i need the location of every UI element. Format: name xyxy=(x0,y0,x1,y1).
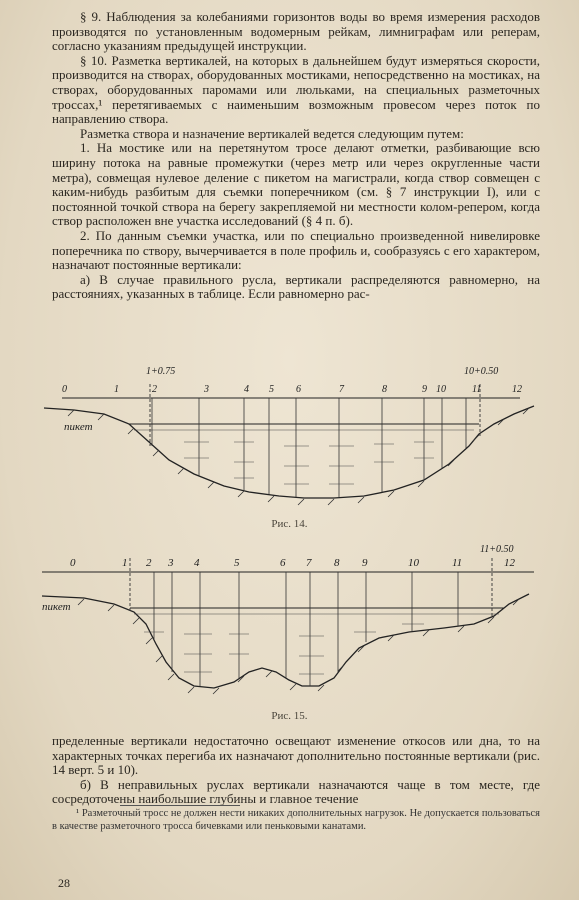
fig14-mark-8: 8 xyxy=(382,384,387,395)
paragraph-procedure-intro: Разметка створа и назначение вертикалей ведется следующим путем: xyxy=(80,125,464,141)
paragraph-10: § 10. Разметка вертикалей, на которых в дальнейшем будут измеряться скорости, производится на створах, оборудованных мостиками, непосредственно на мостиках, на створах, оборудованных паромами или люльками, на специальных разметочных троссах,¹ перетягиваемых с наименьшим возможным провесом через поток по направлению створа. xyxy=(52,52,540,127)
fig15-mark-12: 12 xyxy=(504,557,515,569)
fig15-mark-4: 4 xyxy=(194,557,200,569)
page-number: 28 xyxy=(58,876,70,890)
fig15-mark-11: 11 xyxy=(452,557,463,569)
fig15-mark-1: 1 xyxy=(122,557,128,569)
fig15-mark-3: 3 xyxy=(168,557,174,569)
paragraph-9: § 9. Наблюдения за колебаниями горизонтов воды во время измерения расходов производятся по установленным водомерным рейкам, лимниграфам или реперам, согласно указаниям предыдущей инструкции. xyxy=(52,9,540,54)
footnote-text: ¹ Разметочный тросс не должен нести никаких дополнительных нагрузок. Не допускается пользоваться в качестве разметочного тросса бичевками или пеньковыми канатами. xyxy=(52,808,540,832)
fig14-mark-1: 1 xyxy=(114,384,119,395)
continuation-text xyxy=(52,734,540,807)
fig14-mark-10: 10 xyxy=(436,384,446,395)
fig14-extra-left-label: 1+0.75 xyxy=(146,366,176,377)
fig15-mark-7: 7 xyxy=(306,557,312,569)
fig14-piket-label: пикет xyxy=(64,421,93,433)
paragraph-step-2: 2. По данным съемки участка, или по специально произведенной нивелировке поперечника по створу, вычерчивается в поле профиль и, сообразуясь с его характером, назначают постоянные вертикали: xyxy=(52,227,540,273)
fig14-mark-5: 5 xyxy=(269,384,274,395)
fig15-ground-hatching xyxy=(78,599,519,694)
paragraph-step-1: 1. На мостике или на перетянутом тросе делают отметки, разбивающие всю ширину потока на равные промежутки (через метр или через округленные части метра), совмещая нулевое деление с пикетом на магистрали, когда створ совмещен с каким-нибудь разбитым для съемки поперечником (см. § 7 инструкции I), или с постоянной точкой створа на берегу закрепляемой ни местности колом-репером, когда створ расположен вне участка исследований (§ 4 п. б). xyxy=(52,140,540,229)
fig14-extra-right-label: 10+0.50 xyxy=(464,366,499,377)
footnote xyxy=(52,808,540,833)
continuation-paragraph: пределенные вертикали недостаточно освещают изменение откосов или дна, то на характерных точках перегиба их назначают дополнительно постоянные вертикали (рис. 14 верт. 5 и 10). xyxy=(52,733,540,778)
paragraph-step-2b: б) В неправильных руслах вертикали назначаются чаще в том месте, где сосредоточены наибольшие глубины и главное течение xyxy=(52,776,540,807)
figure-15 xyxy=(34,544,549,704)
figure-15-caption: Рис. 15. xyxy=(271,710,308,722)
fig14-mark-4: 4 xyxy=(244,384,249,395)
paragraph-step-2a: а) В случае правильного русла, вертикали распределяются равномерно, на расстояниях, указанных в таблице. Если равномерно рас- xyxy=(52,271,540,302)
fig14-mark-11: 11 xyxy=(472,384,482,395)
fig15-mark-9: 9 xyxy=(362,557,368,569)
fig15-piket-label: пикет xyxy=(42,601,71,613)
fig14-mark-9: 9 xyxy=(422,384,427,395)
fig15-mark-6: 6 xyxy=(280,557,286,569)
fig14-mark-7: 7 xyxy=(339,384,344,395)
fig14-mark-6: 6 xyxy=(296,384,301,395)
footnote-divider xyxy=(120,805,240,806)
fig15-extra-right-label: 11+0.50 xyxy=(480,544,514,555)
figure-14-drawing xyxy=(34,362,549,522)
fig15-mark-5: 5 xyxy=(234,557,240,569)
fig14-mark-12: 12 xyxy=(512,384,522,395)
fig14-mark-2: 2 xyxy=(152,384,157,395)
figure-14 xyxy=(34,362,549,522)
figure-15-drawing xyxy=(34,544,549,704)
figure-14-caption: Рис. 14. xyxy=(271,518,308,530)
fig14-mark-0: 0 xyxy=(62,384,67,395)
body-text xyxy=(52,10,540,302)
fig15-verticals xyxy=(154,572,458,686)
fig14-ground-hatching xyxy=(68,408,529,505)
fig15-mark-10: 10 xyxy=(408,557,419,569)
fig15-mark-8: 8 xyxy=(334,557,340,569)
fig14-mark-3: 3 xyxy=(204,384,209,395)
fig15-mark-0: 0 xyxy=(70,557,76,569)
fig15-mark-2: 2 xyxy=(146,557,152,569)
